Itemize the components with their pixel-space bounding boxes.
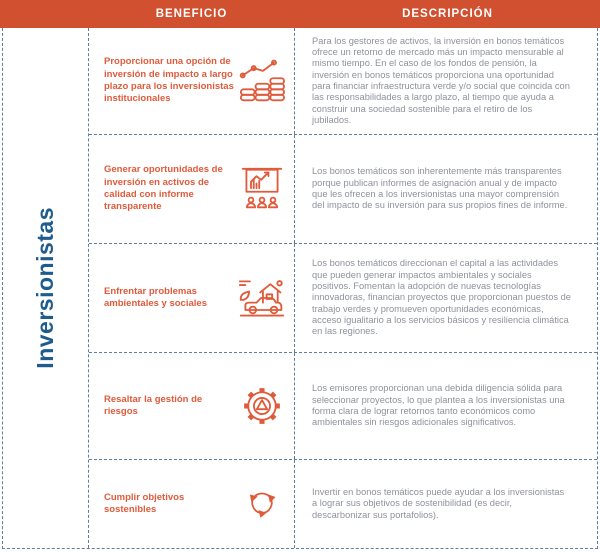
side-label-inversionistas: Inversionistas (32, 207, 58, 369)
description-cell (295, 135, 597, 243)
description-cell (295, 353, 597, 459)
table-body (2, 28, 598, 549)
benefit-row (89, 460, 597, 548)
benefit-row (89, 353, 597, 460)
eco-car-icon (237, 276, 287, 320)
benefit-text: Cumplir objetivos sostenibles (104, 491, 185, 515)
presentation-chart-icon (237, 164, 287, 214)
coins-growth-icon (237, 59, 287, 103)
benefit-cell (89, 353, 295, 459)
benefit-text: Proporcionar una opción de inversión de impacto a largo plazo para los inversionistas institucionales (104, 56, 234, 105)
description-text: Los bonos temáticos direccionan el capital a las actividades que pueden generar impactos ambientales y sociales positivos. Fomentan la adopción de nuevas tecnologías innovadoras, financian proyectos que proporcionan puestos de trabajo verdes y promueven oportunidades económicas, acceso igualitario a los servicios básicos y resiliencia climática en las regiones. (312, 258, 571, 337)
description-text: Los emisores proporcionan una debida diligencia sólida para seleccionar proyectos, lo que plantea a los inversionistas una forma clara de lograr retornos tanto económicos como ambientales sin riesgos adicionales significativos. (312, 383, 565, 428)
rows-container (89, 28, 597, 548)
benefit-text: Generar oportunidades de inversión en activos de calidad con informe transparente (104, 164, 223, 213)
risk-gear-icon (237, 384, 287, 428)
benefit-row (89, 244, 597, 353)
table-header (0, 0, 600, 28)
header-spacer (0, 0, 88, 28)
benefit-text: Resaltar la gestión de riesgos (104, 393, 203, 417)
benefit-row (89, 28, 597, 135)
description-text: Invertir en bonos temáticos puede ayudar a los inversionistas a lograr sus objetivos de sostenibilidad (es decir, descarbonizar sus portafolios). (312, 487, 565, 520)
description-text: Para los gestores de activos, la inversión en bonos temáticos ofrece un retorno de mercado más un impacto mensurable al mismo tiempo. En el caso de los fondos de pensión, la inversión en bonos temáticos proporciona una oportunidad para financiar infraestructura verde y/o social que coincida con las responsabilidades a largo plazo, al tiempo que ayuda a construir una sociedad sostenible para el retiro de los jubilados. (312, 35, 570, 125)
side-column (3, 28, 89, 548)
description-text: Los bonos temáticos son inherentemente más transparentes porque publican informes de asignación anual y de impacto que les ofrecen a los inversionistas una mayor comprensión del impacto de su inversión para sus propios fines de informe. (312, 166, 568, 211)
header-benefit-label: BENEFICIO (155, 8, 228, 20)
benefit-text: Enfrentar problemas ambientales y sociales (104, 285, 207, 309)
benefit-cell (89, 135, 295, 243)
description-cell (295, 244, 597, 352)
recycle-icon (237, 483, 287, 525)
benefit-row (89, 135, 597, 244)
benefit-cell (89, 28, 295, 134)
benefit-cell (89, 460, 295, 548)
description-cell (295, 28, 597, 134)
header-description-label: DESCRIPCIÓN (402, 8, 493, 20)
description-cell (295, 460, 597, 548)
benefit-cell (89, 244, 295, 352)
